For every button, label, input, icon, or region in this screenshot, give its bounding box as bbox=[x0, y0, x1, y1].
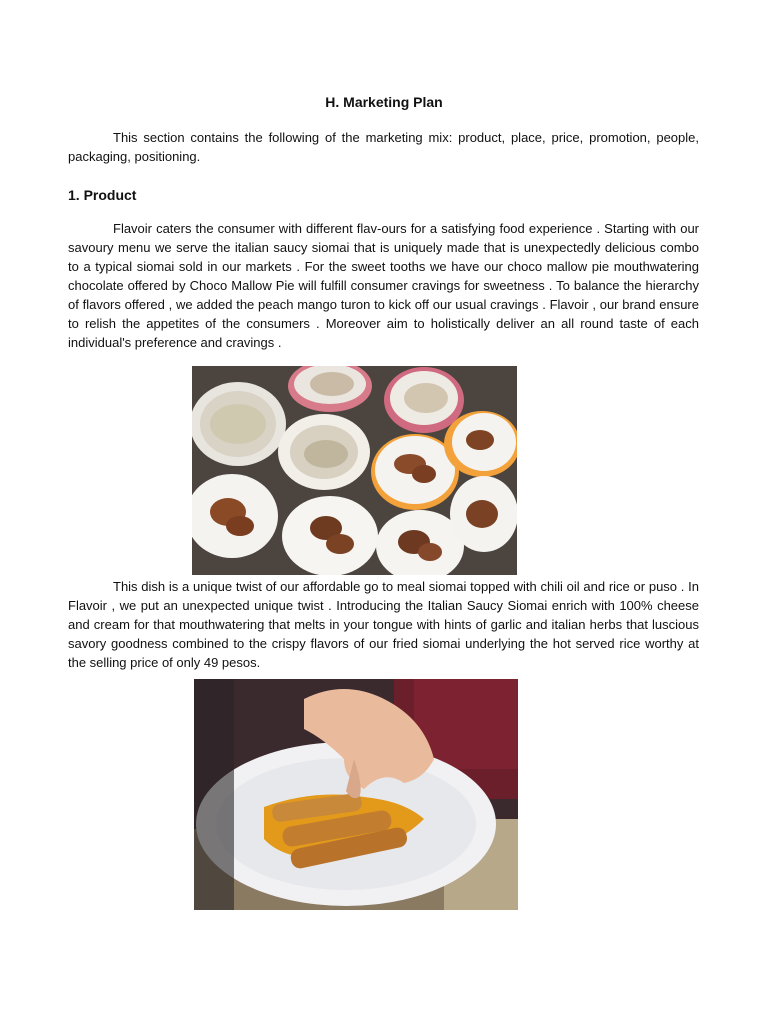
intro-paragraph: This section contains the following of the marketing mix: product, place, price, promotion, people, packaging, positioning. bbox=[68, 130, 699, 164]
product-paragraph: Flavoir caters the consumer with different flav-ours for a satisfying food experience . Starting with our savoury menu we serve the italian saucy siomai that is uniquely made that is unexpectedly delicious combo to a typical siomai sold in our markets . For the sweet tooths we have our choco mallow pie mouthwatering chocolate offered by Choco Mallow Pie will fulfill consumer cravings for sweetness . To balance the hierarchy of flavors offered , we added the peach mango turon to kick off our usual cravings . Flavoir , our brand ensure to relish the appetites of the consumers . Moreover aim to holistically deliver an all round taste of each individual's preference and cravings . bbox=[68, 221, 699, 350]
siomai-cups-photo bbox=[192, 366, 517, 575]
fried-siomai-plate-photo bbox=[194, 679, 518, 910]
page-title: H. Marketing Plan bbox=[325, 94, 443, 110]
section-heading-product: 1. Product bbox=[68, 187, 137, 203]
dish-paragraph: This dish is a unique twist of our affordable go to meal siomai topped with chili oil and rice or puso . In Flavoir , we put an unexpected unique twist . Introducing the Italian Saucy Siomai enrich with 100% cheese and cream for that mouthwatering that melts in your tongue with hints of garlic and italian herbs that luscious savory goodness combined to the crispy flavors of our fried siomai underlying the hot served rice worthy at the selling price of only 49 pesos. bbox=[68, 579, 699, 670]
